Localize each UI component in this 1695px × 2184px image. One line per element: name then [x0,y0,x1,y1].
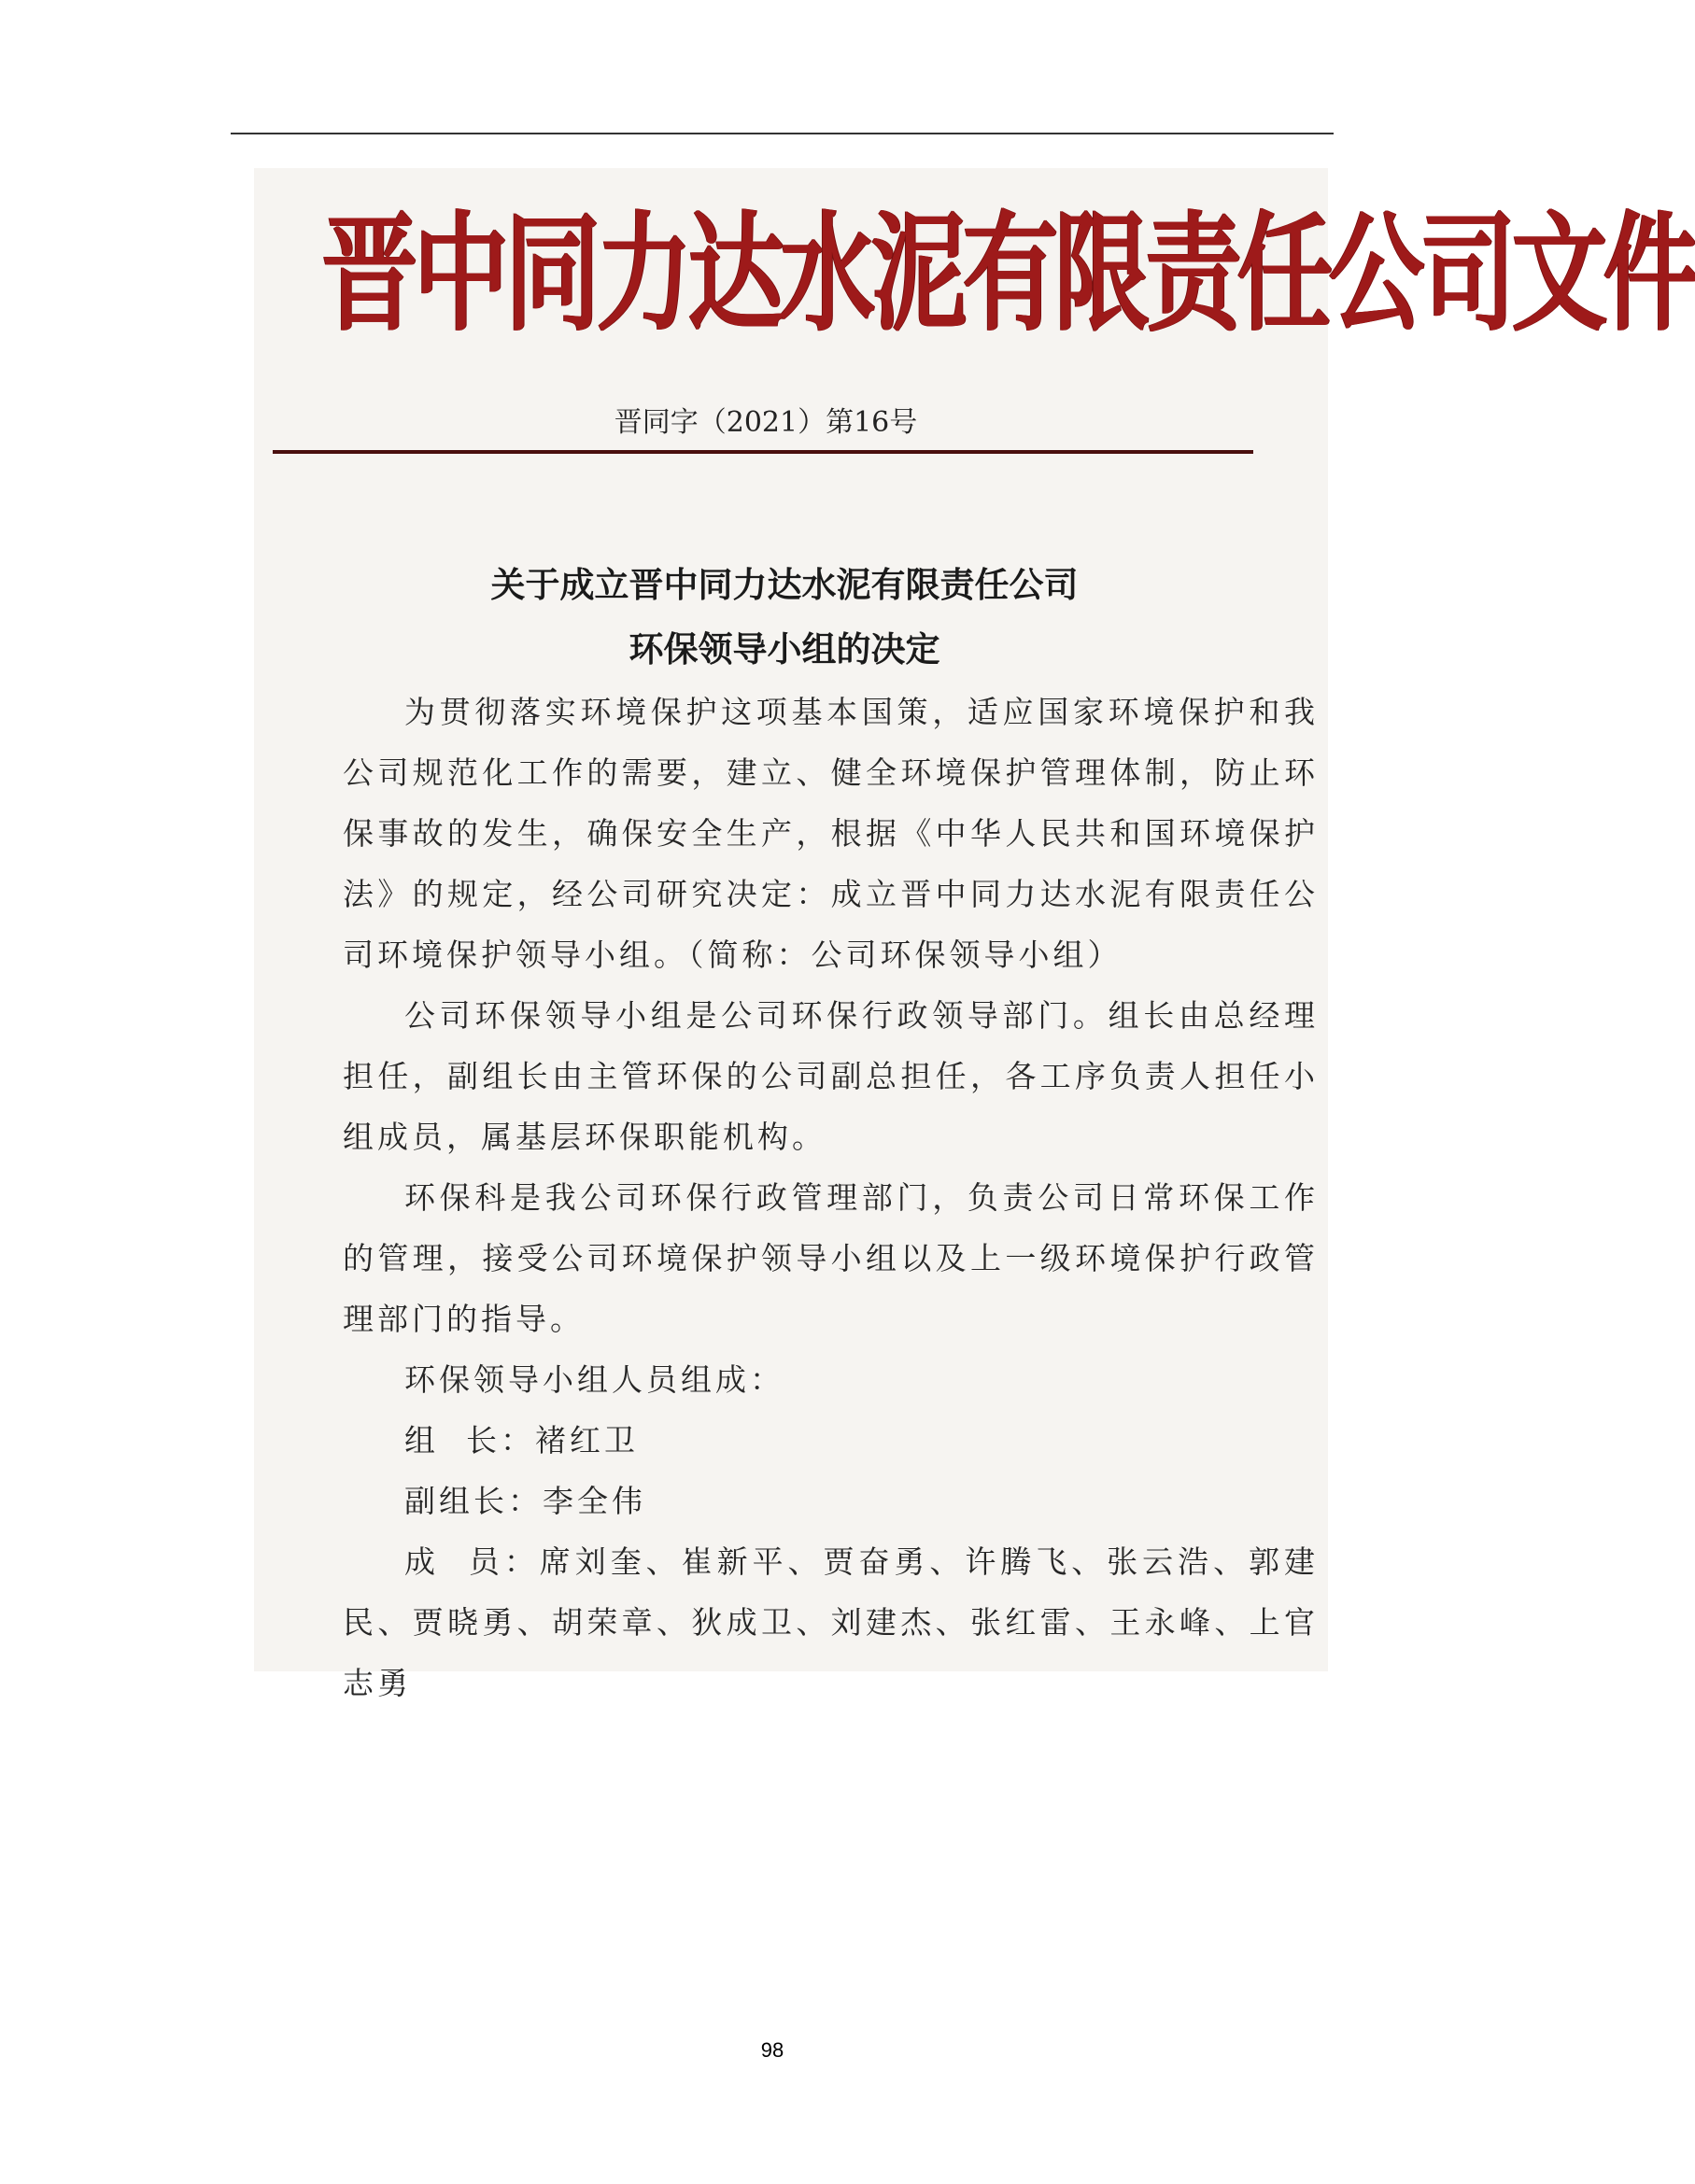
document-number: 晋同字（2021）第16号 [614,406,918,439]
body-paragraph-2: 公司环保领导小组是公司环保行政领导部门。组长由总经理担任，副组长由主管环保的公司副总担任，各工序负责人担任小组成员，属基层环保职能机构。 [343,997,1319,1155]
header-rule [231,133,1334,134]
letterhead-title: 晋中同力达水泥有限责任公司文件 [322,200,1695,350]
group-members: 成 员：席刘奎、崔新平、贾奋勇、许腾飞、张云浩、郭建民、贾晓勇、胡荣章、狄成卫、刘建杰、张红雷、王永峰、上官志勇 [343,1543,1319,1701]
body-paragraph-1: 为贯彻落实环境保护这项基本国策，适应国家环境保护和我公司规范化工作的需要，建立、健全环境保护管理体制，防止环保事故的发生，确保安全生产，根据《中华人民共和国环境保护法》的规定，经公司研究决定：成立晋中同力达水泥有限责任公司环境保护领导小组。（简称：公司环保领导小组） [343,694,1319,973]
page-number: 98 [760,2038,784,2062]
document-title-line-1: 关于成立晋中同力达水泥有限责任公司 [490,564,1079,605]
document-title-line-2: 环保领导小组的决定 [629,628,940,669]
document-body [343,682,1319,1713]
deputy-leader: 副组长：李全伟 [404,1483,646,1519]
group-leader: 组 长：褚红卫 [404,1422,639,1458]
body-paragraph-3: 环保科是我公司环保行政管理部门，负责公司日常环保工作的管理，接受公司环境保护领导小组以及上一级环境保护行政管理部门的指导。 [343,1179,1319,1337]
letterhead-separator [273,450,1253,454]
members-heading: 环保领导小组人员组成： [404,1361,784,1398]
